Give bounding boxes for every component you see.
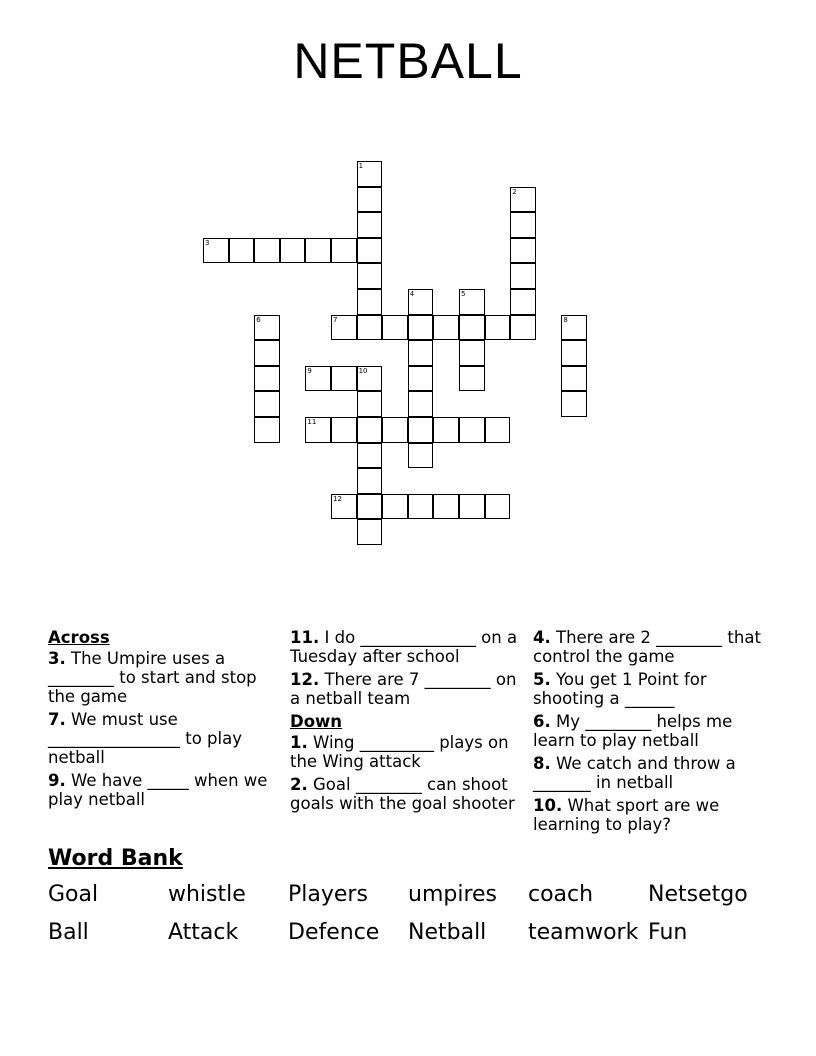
grid-cell[interactable] [280, 238, 306, 264]
clue-across-9: 9. We have _____ when we play netball [48, 771, 268, 809]
grid-cell[interactable] [331, 366, 357, 392]
grid-cell[interactable] [357, 212, 383, 238]
grid-cell[interactable] [357, 468, 383, 494]
grid-cell[interactable] [382, 417, 408, 443]
grid-cell[interactable] [433, 417, 459, 443]
word-bank-item: umpires [408, 882, 498, 907]
clue-number: 12 [333, 494, 342, 503]
grid-cell-1[interactable] [357, 161, 383, 187]
grid-cell[interactable] [254, 391, 280, 417]
clue-across-12: 12. There are 7 ________ on a netball team [290, 670, 517, 708]
word-bank-item: Attack [168, 920, 239, 945]
clue-down-8: 8. We catch and throw a _______ in netball [533, 754, 736, 792]
clue-across-11: 11. I do ______________ on a Tuesday after school [290, 628, 518, 666]
grid-cell[interactable] [357, 187, 383, 213]
word-bank-item: Fun [648, 920, 688, 945]
grid-cell[interactable] [357, 494, 383, 520]
grid-cell[interactable] [510, 263, 536, 289]
grid-cell[interactable] [357, 289, 383, 315]
clue-down-10: 10. What sport are we learning to play? [533, 796, 720, 834]
grid-cell[interactable] [357, 417, 383, 443]
word-bank-item: Netsetgo [648, 882, 748, 907]
grid-cell[interactable] [408, 315, 434, 341]
clues-column-3 [533, 628, 765, 838]
word-bank-item: Players [288, 882, 368, 907]
across-heading: Across [48, 628, 110, 647]
clue-number: 10 [358, 366, 368, 375]
grid-cell[interactable] [433, 315, 459, 341]
grid-cell[interactable] [408, 391, 434, 417]
grid-cell[interactable] [408, 340, 434, 366]
word-bank-item: Ball [48, 920, 89, 945]
grid-cell-11[interactable] [305, 417, 331, 443]
clue-number: 6 [256, 315, 261, 324]
clue-across-3: 3. The Umpire uses a ________ to start and stop the game [48, 649, 257, 706]
grid-cell[interactable] [229, 238, 255, 264]
grid-cell[interactable] [485, 315, 511, 341]
grid-cell[interactable] [459, 315, 485, 341]
grid-cell[interactable] [510, 289, 536, 315]
grid-cell[interactable] [485, 494, 511, 520]
down-heading: Down [290, 712, 343, 731]
word-bank-item: coach [528, 882, 594, 907]
clue-down-5: 5. You get 1 Point for shooting a ______ [533, 670, 707, 708]
grid-cell[interactable] [254, 238, 280, 264]
grid-cell-6[interactable] [254, 315, 280, 341]
word-bank-item: teamwork [528, 920, 639, 945]
grid-cell[interactable] [408, 417, 434, 443]
clue-across-7: 7. We must use ________________ to play netball [48, 710, 242, 767]
clue-number: 5 [461, 290, 466, 298]
grid-cell[interactable] [459, 494, 485, 520]
grid-cell[interactable] [382, 315, 408, 341]
grid-cell[interactable] [459, 417, 485, 443]
word-bank-item: Netball [408, 920, 487, 945]
clue-down-1: 1. Wing _________ plays on the Wing attack [290, 733, 509, 771]
grid-cell[interactable] [561, 340, 587, 366]
grid-cell[interactable] [561, 391, 587, 417]
grid-cell-8[interactable] [561, 315, 587, 341]
clue-down-4: 4. There are 2 ________ that control the game [533, 628, 761, 666]
clue-number: 8 [563, 315, 568, 324]
word-bank-item: Goal [48, 882, 99, 907]
grid-cell[interactable] [305, 238, 331, 264]
clue-down-6: 6. My ________ helps me learn to play netball [533, 712, 733, 750]
clue-number: 11 [307, 418, 317, 426]
grid-cell[interactable] [459, 340, 485, 366]
grid-cell-10[interactable] [357, 366, 383, 392]
grid-cell-7[interactable] [331, 315, 357, 341]
grid-cell-4[interactable] [408, 289, 434, 315]
grid-cell[interactable] [408, 443, 434, 469]
clue-number: 3 [205, 238, 210, 247]
clue-down-2: 2. Goal ________ can shoot goals with the goal shooter [290, 775, 515, 813]
grid-cell[interactable] [357, 519, 383, 545]
grid-cell[interactable] [357, 315, 383, 341]
grid-cell[interactable] [357, 238, 383, 264]
grid-cell[interactable] [254, 340, 280, 366]
grid-cell[interactable] [357, 443, 383, 469]
clue-number: 2 [512, 187, 517, 196]
grid-cell[interactable] [254, 417, 280, 443]
grid-cell[interactable] [382, 494, 408, 520]
grid-cell[interactable] [433, 494, 459, 520]
grid-cell[interactable] [357, 391, 383, 417]
grid-cell[interactable] [485, 417, 511, 443]
grid-cell-9[interactable] [305, 366, 331, 392]
clues-column-2 [290, 628, 522, 817]
word-bank-item: Defence [288, 920, 380, 945]
grid-cell-3[interactable] [203, 238, 229, 264]
grid-cell[interactable] [357, 263, 383, 289]
word-bank-title: Word Bank [48, 846, 183, 871]
grid-cell[interactable] [510, 212, 536, 238]
clue-number: 9 [307, 366, 312, 375]
grid-cell[interactable] [510, 315, 536, 341]
grid-cell-5[interactable] [459, 289, 485, 315]
grid-cell[interactable] [459, 366, 485, 392]
clue-number: 7 [333, 315, 338, 324]
grid-cell[interactable] [510, 238, 536, 264]
grid-cell[interactable] [254, 366, 280, 392]
grid-cell[interactable] [561, 366, 587, 392]
word-bank [48, 882, 788, 946]
word-bank-item: whistle [168, 882, 246, 907]
grid-cell[interactable] [331, 238, 357, 264]
grid-cell[interactable] [331, 417, 357, 443]
puzzle-title: NETBALL [293, 33, 523, 89]
grid-cell[interactable] [408, 494, 434, 520]
clue-number: 1 [358, 162, 364, 170]
grid-cell-2[interactable] [510, 187, 536, 213]
grid-cell-12[interactable] [331, 494, 357, 520]
grid-cell[interactable] [408, 366, 434, 392]
clues-column-1 [48, 628, 280, 813]
clue-number: 4 [409, 290, 415, 298]
